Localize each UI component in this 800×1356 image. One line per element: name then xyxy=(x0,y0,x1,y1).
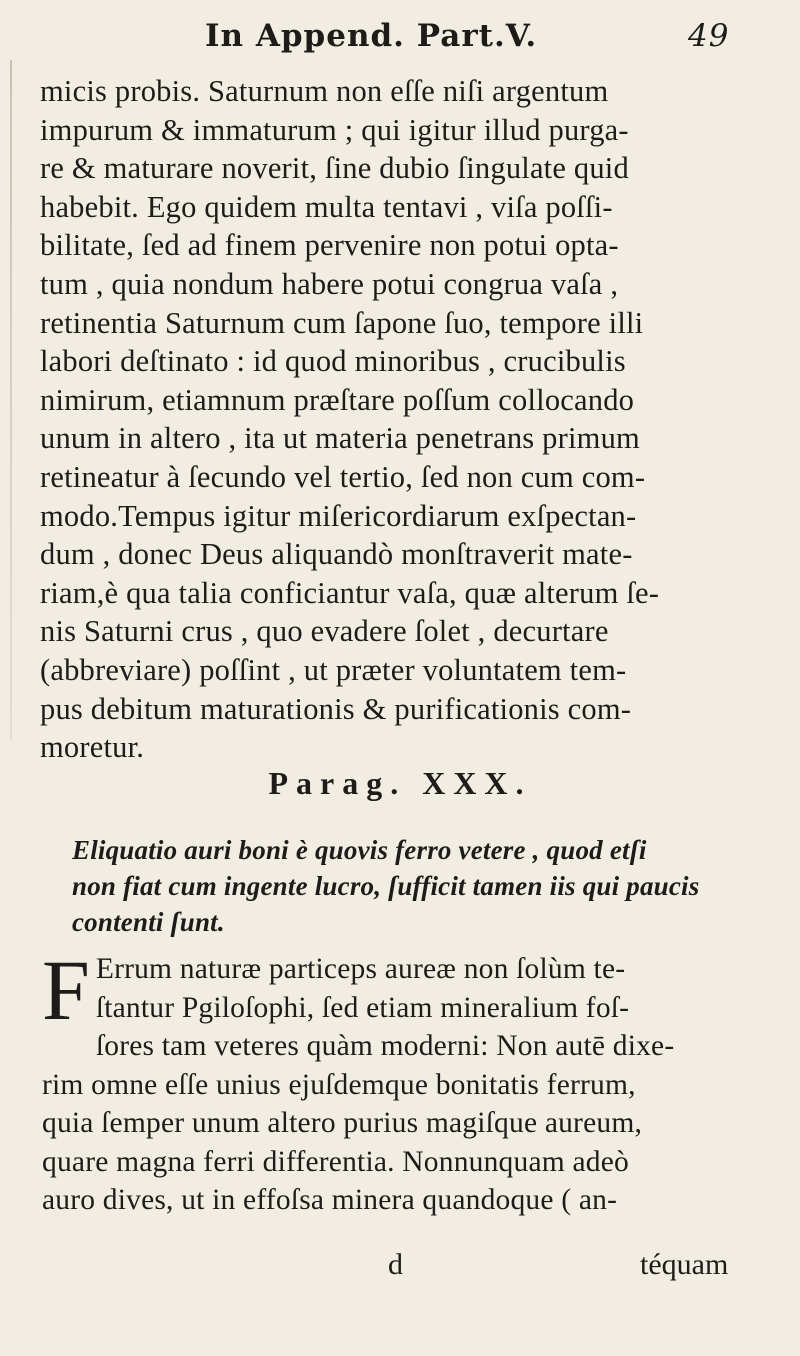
text-line: re & maturare noverit, ſine dubio ſingulate quid xyxy=(40,151,629,186)
summary-line: contenti ſunt. xyxy=(72,907,225,937)
text-line: habebit. Ego quidem multa tentavi , viſa poſſi- xyxy=(40,189,613,224)
text-line: retineatur à ſecundo vel tertio, ſed non cum com- xyxy=(40,459,646,494)
paragraph-1 xyxy=(40,72,780,767)
text-line: quare magna ferri differentia. Nonnunquam adeò xyxy=(42,1145,629,1178)
catchline xyxy=(0,1248,800,1288)
text-line: auro dives, ut in effoſsa minera quandoque ( an- xyxy=(42,1184,618,1216)
section-summary xyxy=(72,832,772,940)
text-line: Errum naturæ particeps aureæ non ſolùm te- xyxy=(95,953,626,985)
text-line: bilitate, ſed ad finem pervenire non potui opta- xyxy=(40,228,619,263)
text-line: micis probis. Saturnum non eſſe niſi argentum xyxy=(40,74,609,108)
text-line: dum , donec Deus aliquandò monſtraverit mate- xyxy=(40,537,633,572)
text-line: pus debitum maturationis & purificationis com- xyxy=(40,691,632,726)
summary-line: non fiat cum ingente lucro, ſufficit tamen iis qui paucis xyxy=(72,871,700,901)
signature-mark: d xyxy=(388,1248,403,1281)
text-line: quia ſemper unum altero purius magiſque aureum, xyxy=(42,1107,643,1139)
text-line: unum in altero , ita ut materia penetrans primum xyxy=(40,421,640,456)
summary-line: Eliquatio auri boni è quovis ferro vetere , quod etſi xyxy=(72,835,647,865)
text-line: nis Saturni crus , quo evadere ſolet , decurtare xyxy=(40,614,609,649)
text-line: moretur. xyxy=(40,730,145,765)
drop-cap: F xyxy=(42,942,90,1038)
section-heading: Parag. XXX. xyxy=(268,765,532,801)
text-line: nimirum, etiamnum præſtare poſſum collocando xyxy=(40,382,635,417)
text-line: ſores tam veteres quàm moderni: Non autē dixe- xyxy=(95,1030,675,1062)
text-line: rim omne eſſe unius ejuſdemque bonitatis ferrum, xyxy=(42,1068,636,1101)
page-number: 49 xyxy=(688,18,730,54)
text-line: labori deſtinato : id quod minoribus , crucibulis xyxy=(40,344,626,379)
text-line: ſtantur Pgiloſophi, ſed etiam mineralium foſ- xyxy=(95,991,630,1024)
page-edge-shadow xyxy=(10,60,12,740)
catchword: téquam xyxy=(640,1248,729,1281)
running-title: In Append. Part.V. xyxy=(205,18,538,54)
text-line: modo.Tempus igitur miſericordiarum exſpectan- xyxy=(40,498,637,533)
paragraph-2 xyxy=(42,942,782,1220)
text-line: retinentia Saturnum cum ſapone ſuo, tempore illi xyxy=(40,305,644,340)
text-line: riam,è qua talia conficiantur vaſa, quæ alterum ſe- xyxy=(40,575,660,610)
text-line: tum , quia nondum habere potui congrua vaſa , xyxy=(40,266,619,301)
text-line: (abbreviare) poſſint , ut præter voluntatem tem- xyxy=(40,652,627,687)
text-line: impurum & immaturum ; qui igitur illud purga- xyxy=(40,112,629,147)
